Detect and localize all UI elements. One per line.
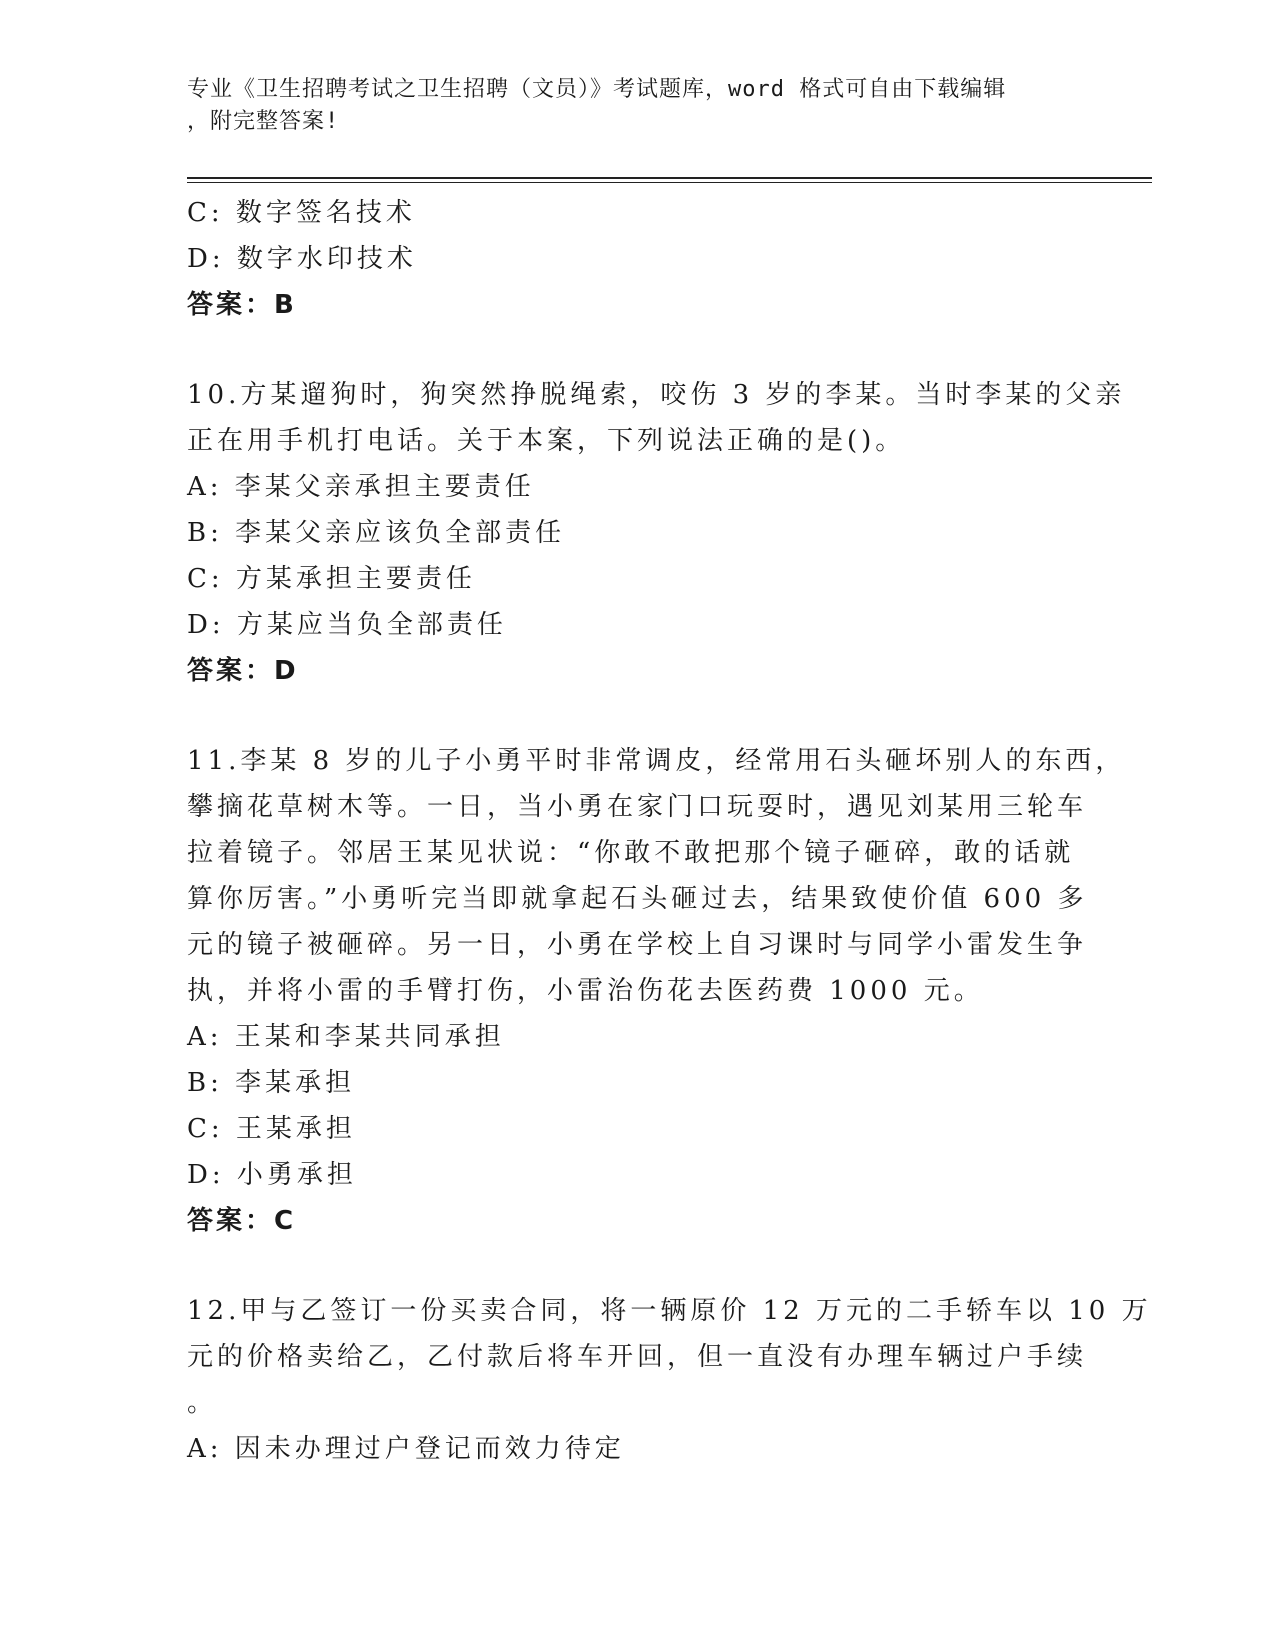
answer-line: 答案：B [187, 290, 297, 320]
option-b: B: 李某承担 [187, 1068, 356, 1098]
spacer [187, 1244, 1077, 1288]
option-a: A: 因未办理过户登记而效力待定 [187, 1434, 625, 1464]
option-c: C: 数字签名技术 [187, 198, 416, 228]
question-11 [187, 738, 1126, 1244]
document-body [187, 190, 1152, 1472]
question-text-line: 11.李某 8 岁的儿子小勇平时非常调皮，经常用石头砸坏别人的东西， [187, 746, 1126, 776]
question-text-line: 执，并将小雷的手臂打伤，小雷治伤花去医药费 1000 元。 [187, 976, 984, 1006]
question-text-line: 。 [187, 1388, 218, 1418]
question-12 [187, 1288, 1152, 1472]
option-a: A: 王某和李某共同承担 [187, 1022, 505, 1052]
question-text-line: 攀摘花草树木等。一日，当小勇在家门口玩耍时，遇见刘某用三轮车 [187, 792, 1088, 822]
question-text-line: 12.甲与乙签订一份买卖合同，将一辆原价 12 万元的二手轿车以 10 万 [187, 1296, 1152, 1326]
option-d: D: 数字水印技术 [187, 244, 417, 274]
header-line-2: ，附完整答案! [187, 109, 340, 134]
document-header [187, 74, 1067, 138]
question-text-line: 元的价格卖给乙，乙付款后将车开回，但一直没有办理车辆过户手续 [187, 1342, 1088, 1372]
question-text-line: 元的镜子被砸碎。另一日，小勇在学校上自习课时与同学小雷发生争 [187, 930, 1088, 960]
question-text-line: 正在用手机打电话。关于本案，下列说法正确的是()。 [187, 426, 906, 456]
header-line-1: 专业《卫生招聘考试之卫生招聘（文员）》考试题库，word 格式可自由下载编辑 [187, 77, 1007, 102]
spacer [187, 328, 1077, 372]
option-a: A: 李某父亲承担主要责任 [187, 472, 535, 502]
answer-line: 答案：D [187, 656, 299, 686]
answer-line: 答案：C [187, 1206, 297, 1236]
option-c: C: 王某承担 [187, 1114, 356, 1144]
question-9-tail [187, 190, 1077, 328]
question-10 [187, 372, 1126, 694]
spacer [187, 694, 1077, 738]
option-d: D: 方某应当负全部责任 [187, 610, 507, 640]
header-divider-thick [187, 177, 1152, 179]
option-d: D: 小勇承担 [187, 1160, 357, 1190]
option-b: B: 李某父亲应该负全部责任 [187, 518, 566, 548]
question-text-line: 10.方某遛狗时，狗突然挣脱绳索，咬伤 3 岁的李某。当时李某的父亲 [187, 380, 1126, 410]
header-divider-thin [187, 182, 1152, 183]
question-text-line: 算你厉害。”小勇听完当即就拿起石头砸过去，结果致使价值 600 多 [187, 884, 1088, 914]
question-text-line: 拉着镜子。邻居王某见状说：“你敢不敢把那个镜子砸碎，敢的话就 [187, 838, 1075, 868]
option-c: C: 方某承担主要责任 [187, 564, 476, 594]
